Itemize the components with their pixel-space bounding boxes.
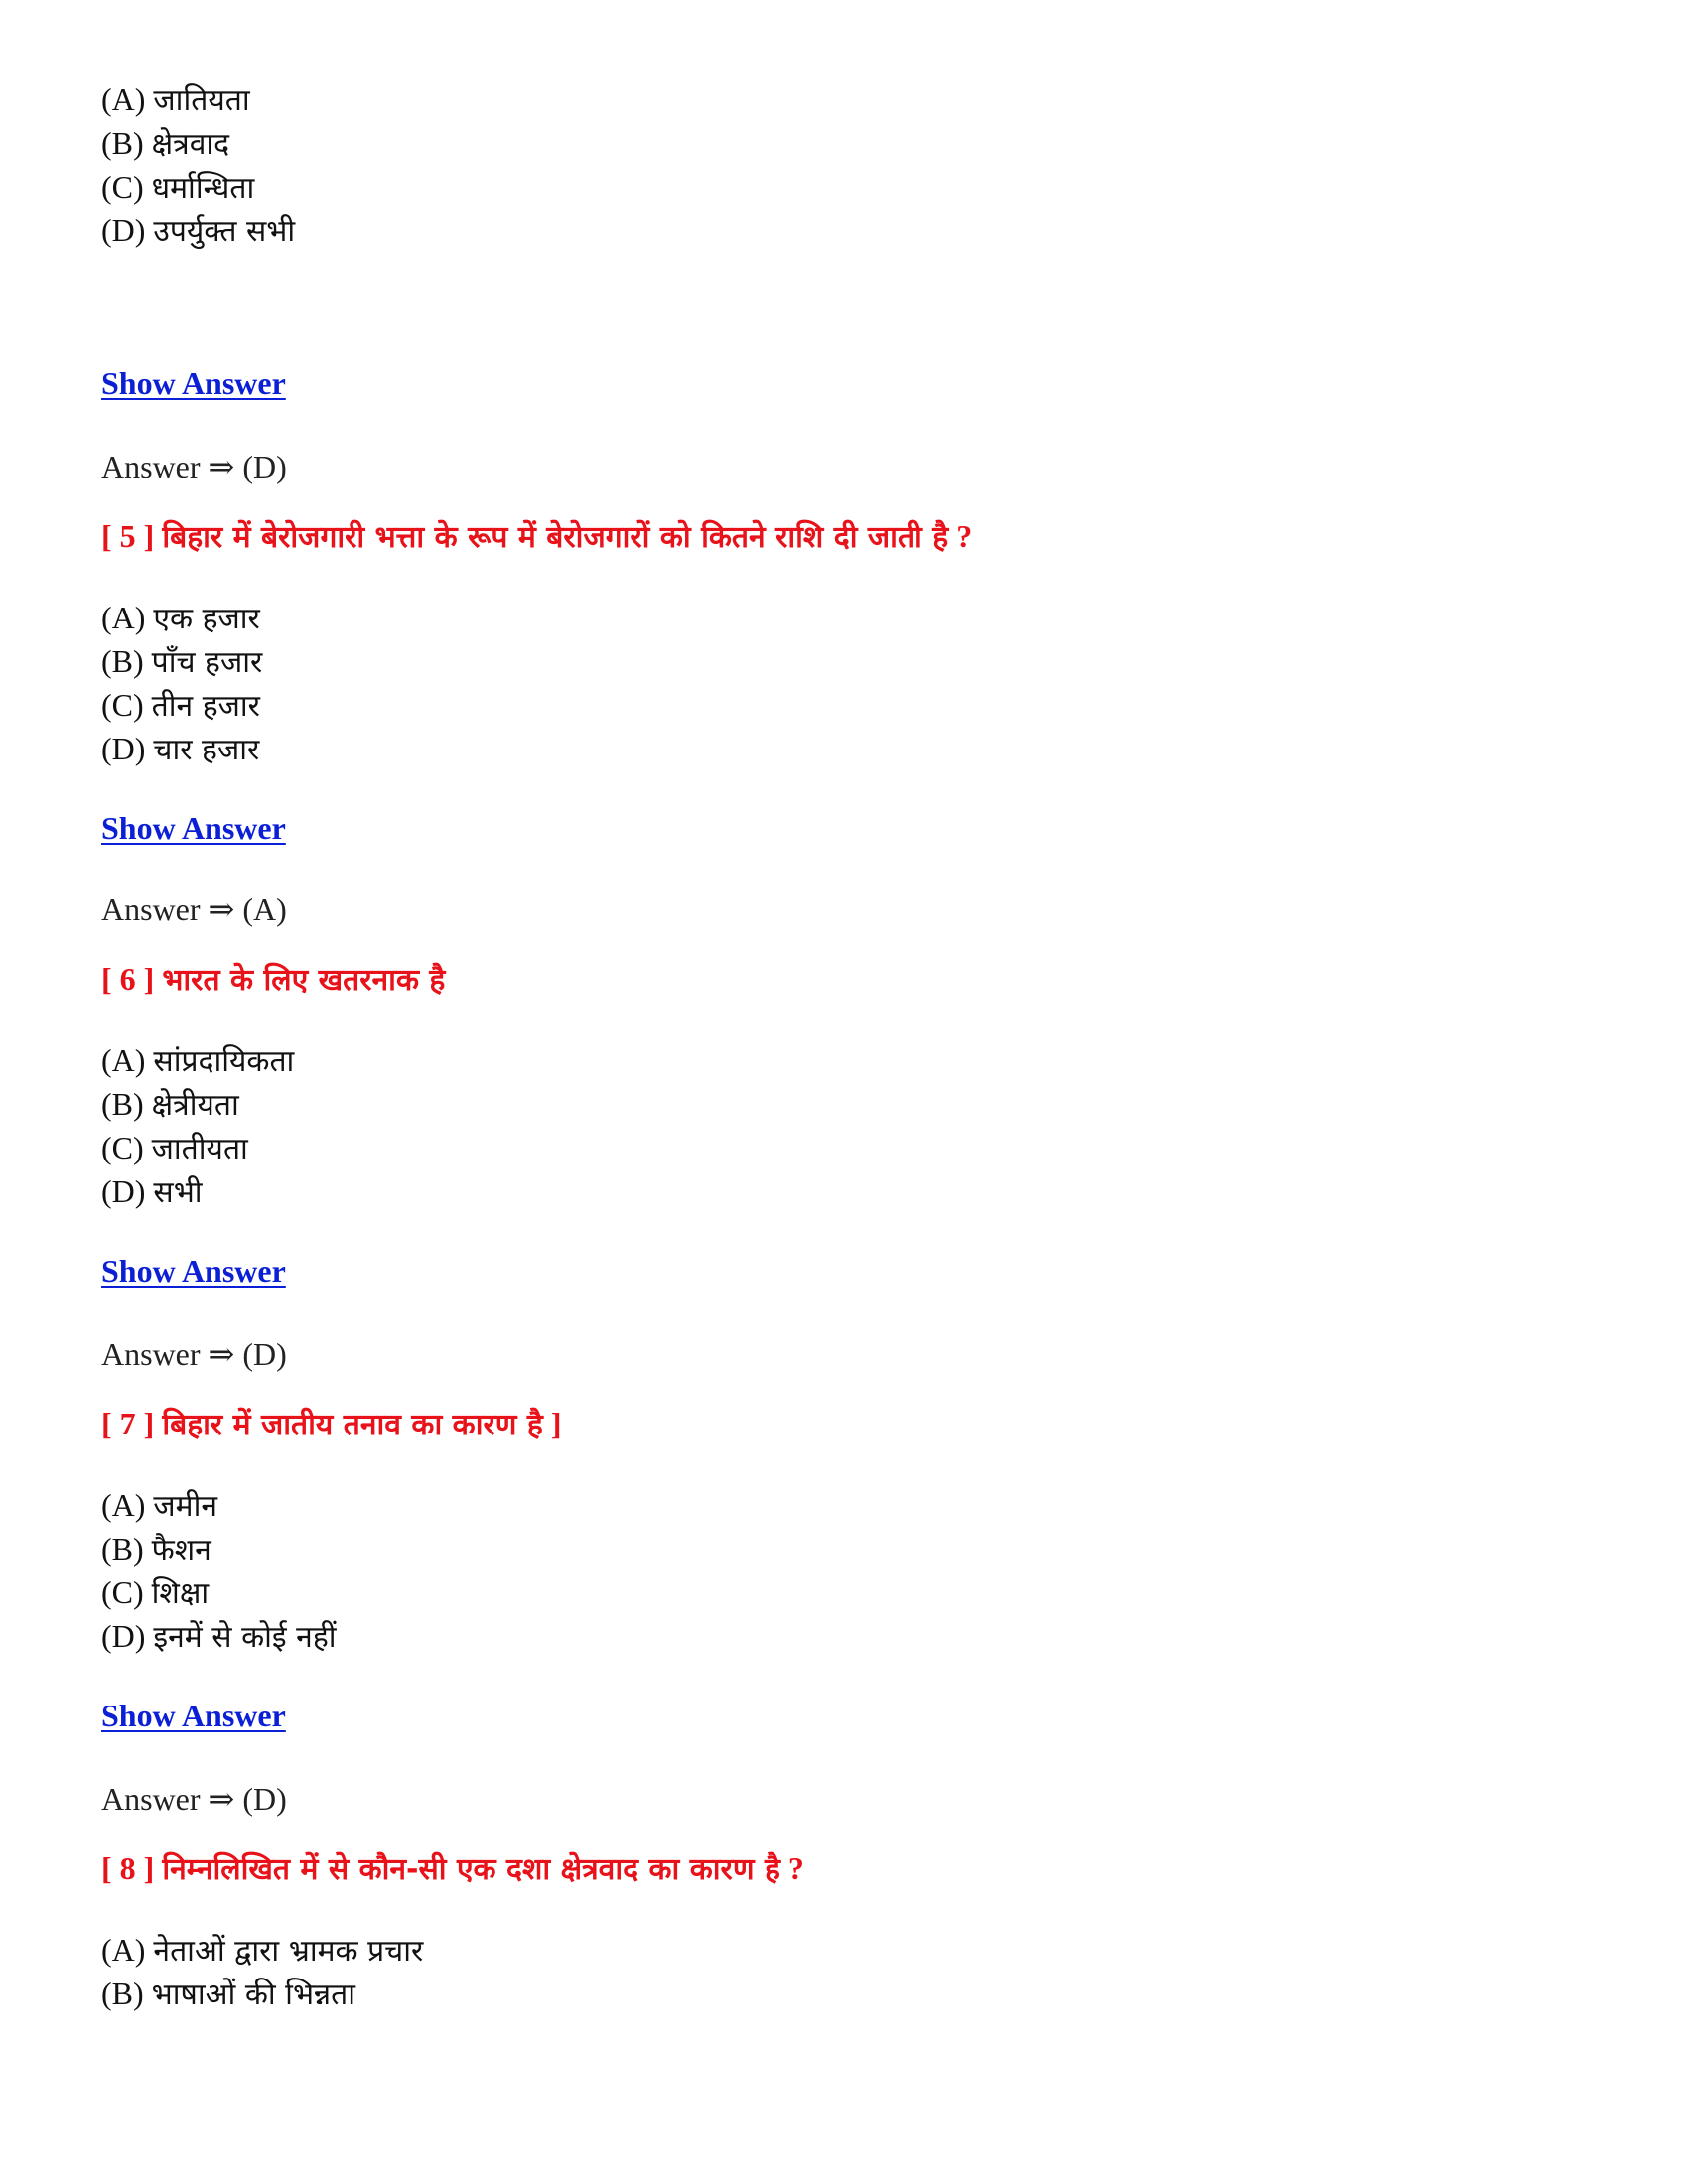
question-4-options — [101, 77, 295, 252]
option-c: (C) जातीयता — [101, 1130, 248, 1166]
option-d: (D) चार हजार — [101, 731, 260, 767]
option-a: (A) एक हजार — [101, 600, 260, 636]
show-answer-link[interactable]: Show Answer — [101, 1253, 286, 1289]
option-a: (A) जमीन — [101, 1487, 218, 1524]
question-7-options — [101, 1483, 337, 1658]
option-d: (D) उपर्युक्त सभी — [101, 212, 296, 249]
answer-text: Answer ⇒ (D) — [101, 1781, 287, 1817]
option-b: (B) भाषाओं की भिन्नता — [101, 1976, 355, 2012]
option-d: (D) इनमें से कोई नहीं — [101, 1618, 337, 1655]
option-a: (A) सांप्रदायिकता — [101, 1042, 295, 1079]
answer-text: Answer ⇒ (D) — [101, 1336, 287, 1372]
option-c: (C) शिक्षा — [101, 1574, 210, 1611]
question-7: [ 7 ] बिहार में जातीय तनाव का कारण है ] — [101, 1406, 562, 1442]
question-5: [ 5 ] बिहार में बेरोजगारी भत्ता के रूप में बेरोजगारों को कितने राशि दी जाती है ? — [101, 518, 973, 555]
show-answer-link[interactable]: Show Answer — [101, 810, 286, 846]
option-c: (C) तीन हजार — [101, 687, 260, 724]
option-b: (B) क्षेत्रीयता — [101, 1086, 239, 1123]
question-6: [ 6 ] भारत के लिए खतरनाक है — [101, 961, 446, 998]
option-a: (A) जातियता — [101, 81, 250, 118]
option-b: (B) पाँच हजार — [101, 643, 263, 680]
answer-text: Answer ⇒ (D) — [101, 449, 287, 484]
option-b: (B) क्षेत्रवाद — [101, 125, 230, 162]
question-8: [ 8 ] निम्नलिखित में से कौन-सी एक दशा क्षेत्रवाद का कारण है ? — [101, 1850, 804, 1887]
question-8-options — [101, 1928, 423, 2015]
show-answer-link[interactable]: Show Answer — [101, 1698, 286, 1733]
question-5-options — [101, 596, 262, 770]
option-d: (D) सभी — [101, 1173, 203, 1210]
option-b: (B) फैशन — [101, 1531, 211, 1568]
show-answer-link[interactable]: Show Answer — [101, 365, 286, 401]
option-c: (C) धर्मान्धिता — [101, 169, 255, 205]
answer-text: Answer ⇒ (A) — [101, 891, 287, 927]
option-a: (A) नेताओं द्वारा भ्रामक प्रचार — [101, 1932, 424, 1969]
question-6-options — [101, 1038, 294, 1213]
